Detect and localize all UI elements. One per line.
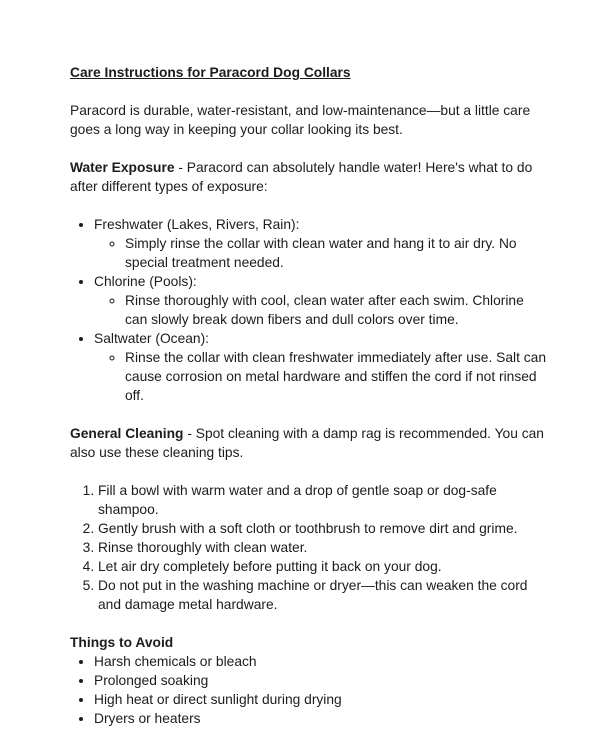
list-item-detail: ◦ Rinse thoroughly with cool, clean water after each swim. Chlorine can slowly break down fibers and dull colors over time. (125, 291, 548, 329)
general-cleaning-description: - Spot cleaning with a damp rag is recommended. You can also use these cleaning tips. (70, 426, 544, 460)
list-item-chlorine (94, 272, 548, 329)
cleaning-step: 2. Gently brush with a soft cloth or toothbrush to remove dirt and grime. (98, 519, 548, 538)
list-item-detail: ◦ Rinse the collar with clean freshwater immediately after use. Salt can cause corrosion on metal hardware and stiffen the cord if not rinsed off. (125, 348, 548, 405)
avoid-item: • Harsh chemicals or bleach (94, 652, 548, 671)
general-cleaning-paragraph (70, 424, 548, 462)
cleaning-steps-list (70, 481, 548, 614)
cleaning-step: 4. Let air dry completely before putting it back on your dog. (98, 557, 548, 576)
intro-paragraph: Paracord is durable, water-resistant, and low-maintenance—but a little care goes a long way in keeping your collar looking its best. (70, 103, 531, 137)
list-item-freshwater (94, 215, 548, 272)
things-to-avoid-heading: Things to Avoid (70, 635, 174, 650)
list-item-label: Freshwater (Lakes, Rivers, Rain): (94, 217, 300, 232)
avoid-item: • Dryers or heaters (94, 709, 548, 728)
saltwater-sublist (94, 348, 548, 405)
things-to-avoid-list (70, 652, 548, 728)
cleaning-step: 1. Fill a bowl with warm water and a drop of gentle soap or dog-safe shampoo. (98, 481, 548, 519)
freshwater-sublist (94, 234, 548, 272)
chlorine-sublist (94, 291, 548, 329)
water-exposure-heading: Water Exposure (70, 160, 175, 175)
water-exposure-description: - Paracord can absolutely handle water! Here's what to do after different types of exposure: (70, 160, 533, 194)
general-cleaning-heading: General Cleaning (70, 426, 184, 441)
avoid-item: • High heat or direct sunlight during drying (94, 690, 548, 709)
water-exposure-paragraph (70, 158, 548, 196)
water-exposure-list (70, 215, 548, 405)
cleaning-step: 3. Rinse thoroughly with clean water. (98, 538, 548, 557)
cleaning-step: 5. Do not put in the washing machine or dryer—this can weaken the cord and damage metal hardware. (98, 576, 548, 614)
avoid-item: • Prolonged soaking (94, 671, 548, 690)
list-item-detail: ◦ Simply rinse the collar with clean water and hang it to air dry. No special treatment needed. (125, 234, 548, 272)
list-item-label: Saltwater (Ocean): (94, 331, 210, 346)
document-title: Care Instructions for Paracord Dog Collars (70, 65, 351, 80)
list-item-label: Chlorine (Pools): (94, 274, 197, 289)
list-item-saltwater (94, 329, 548, 405)
